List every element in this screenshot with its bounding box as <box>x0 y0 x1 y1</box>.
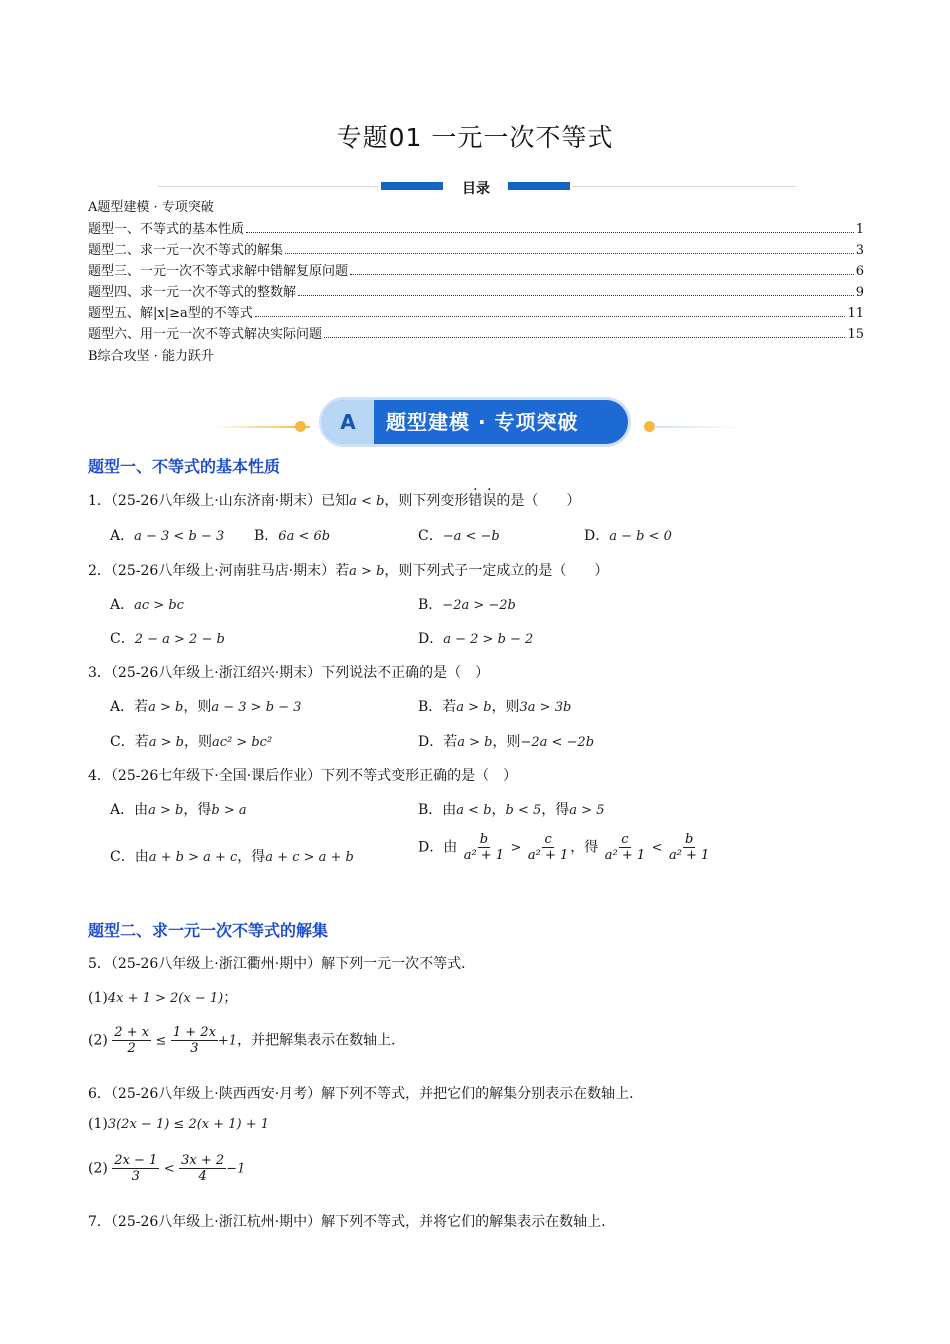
math-expr: ac² > bc² <box>211 735 273 750</box>
math-expr: a − 3 > b − 3 <box>211 700 302 715</box>
denominator: 3 <box>131 1169 140 1184</box>
option-d[interactable] <box>584 525 672 545</box>
denominator: 3 <box>190 1041 199 1056</box>
denominator: 2 <box>127 1041 136 1056</box>
math-operator: < <box>163 1161 175 1177</box>
toc-item[interactable] <box>88 323 864 341</box>
option-text: ， <box>491 802 506 818</box>
math-operator: > <box>510 840 522 856</box>
toc-item-label: 题型五、解|x|≥a型的不等式 <box>88 306 253 321</box>
numerator: 2 + x <box>114 1025 150 1040</box>
math-expr: 3a > 3b <box>519 700 572 715</box>
math-expr: a > b <box>148 700 184 715</box>
math-expr: a > b <box>457 735 493 750</box>
fraction <box>112 1025 151 1056</box>
option-text: ，得 <box>183 802 212 818</box>
toc-item-page: 3 <box>855 243 864 258</box>
section-heading: 题型一、不等式的基本性质 <box>88 457 281 476</box>
fraction <box>171 1025 218 1056</box>
math-expr: b > a <box>211 803 247 818</box>
toc-item[interactable] <box>88 302 864 320</box>
math-expr: +1 <box>217 1033 238 1049</box>
toc-item-label: 题型四、求一元一次不等式的整数解 <box>88 285 297 300</box>
toc-part-b[interactable]: B综合攻坚 · 能力跃升 <box>88 349 214 364</box>
option-d[interactable] <box>418 832 711 863</box>
toc-bar-right <box>508 182 570 190</box>
stem-text: 2．（25-26八年级上·河南驻马店·期末）若 <box>88 563 350 579</box>
math-expr: ac > bc <box>134 598 184 613</box>
option-text: ，得 <box>570 839 599 856</box>
question-6-part-2 <box>88 1153 245 1184</box>
option-label: C． <box>418 528 443 544</box>
numerator: b <box>684 832 694 847</box>
question-6-part-1 <box>88 1116 269 1132</box>
numerator: 2x − 1 <box>114 1153 158 1168</box>
option-label: D． <box>418 631 444 647</box>
question-7-stem: 7．（25-26八年级上·浙江杭州·期中）解下列不等式，并将它们的解集表示在数轴上． <box>88 1214 616 1230</box>
question-3-stem: 3．（25-26八年级上·浙江绍兴·期末）下列说法不正确的是（ ） <box>88 665 490 681</box>
math-expr: a + b > a + c <box>148 850 238 865</box>
question-5-part-1 <box>88 987 237 1007</box>
banner-line-right <box>654 426 744 428</box>
option-a[interactable] <box>110 799 247 819</box>
option-c[interactable] <box>110 628 225 648</box>
option-label: B．由 <box>418 802 457 818</box>
option-d[interactable] <box>418 628 533 648</box>
math-operator: ≤ <box>155 1033 167 1049</box>
part-text: ； <box>223 990 238 1006</box>
math-expr: −2a > −2b <box>442 598 516 613</box>
math-expr: 3(2x − 1) ≤ 2(x + 1) + 1 <box>107 1117 270 1132</box>
math-expr: a − b < 0 <box>609 529 672 544</box>
math-expr: 6a < 6b <box>278 529 331 544</box>
math-expr: 4x + 1 > 2(x − 1) <box>107 991 224 1006</box>
math-expr: a > b <box>148 803 184 818</box>
option-label: D． <box>584 528 610 544</box>
math-expr: −a < −b <box>442 529 500 544</box>
numerator: b <box>479 832 489 847</box>
toc-leader <box>324 336 845 338</box>
toc-item[interactable] <box>88 218 864 236</box>
option-a[interactable] <box>110 594 184 614</box>
emphasis-char: 错 <box>468 493 483 509</box>
stem-text: 1．（25-26八年级上·山东济南·期末）已知 <box>88 493 350 509</box>
option-label: B． <box>418 597 443 613</box>
toc-item-label: 题型二、求一元一次不等式的解集 <box>88 243 284 258</box>
math-expr: −2a < −2b <box>520 735 595 750</box>
denominator: a² + 1 <box>604 848 646 863</box>
question-1-stem <box>88 490 580 510</box>
option-label: B． <box>254 528 279 544</box>
option-text: ，则 <box>491 699 520 715</box>
stem-text: 的是（ ） <box>496 493 581 509</box>
option-text: ，则 <box>183 699 212 715</box>
option-c[interactable] <box>110 731 272 751</box>
section-banner <box>322 400 628 444</box>
math-expr: a > 5 <box>569 803 605 818</box>
part-label: (1) <box>88 990 108 1006</box>
option-label: D．若 <box>418 734 458 750</box>
option-text: ，得 <box>541 802 570 818</box>
option-text: ，则 <box>183 734 212 750</box>
option-label: C．由 <box>110 849 149 865</box>
math-expr: a < b <box>456 803 492 818</box>
banner-letter: A <box>322 400 374 444</box>
toc-leader <box>255 315 846 317</box>
toc-heading: 目录 <box>462 181 490 197</box>
option-b[interactable] <box>254 525 330 545</box>
math-expr: a > b <box>349 564 385 579</box>
toc-leader <box>350 273 854 275</box>
toc-item-label: 题型一、不等式的基本性质 <box>88 222 245 237</box>
toc-item[interactable] <box>88 239 864 257</box>
numerator: 3x + 2 <box>181 1153 225 1168</box>
question-5-stem: 5．（25-26八年级上·浙江衢州·期中）解下列一元一次不等式． <box>88 956 476 972</box>
option-label: A． <box>110 528 135 544</box>
question-6-stem: 6．（25-26八年级上·陕西西安·月考）解下列不等式，并把它们的解集分别表示在数轴上． <box>88 1086 644 1102</box>
option-label: A． <box>110 597 135 613</box>
toc-leader <box>246 231 854 233</box>
toc-divider-right <box>572 186 796 187</box>
math-expr: a − 2 > b − 2 <box>443 632 534 647</box>
fraction <box>179 1153 226 1184</box>
math-expr: a + c > a + b <box>265 850 354 865</box>
option-label: C． <box>110 631 135 647</box>
fraction <box>112 1153 159 1184</box>
option-label: A．若 <box>110 699 149 715</box>
numerator: c <box>544 832 552 847</box>
part-label: (1) <box>88 1116 108 1132</box>
option-d[interactable] <box>418 731 594 751</box>
denominator: a² + 1 <box>463 848 505 863</box>
toc-item-label: 题型六、用一元一次不等式解决实际问题 <box>88 327 323 342</box>
emphasis-char: 误 <box>482 493 497 509</box>
math-expr: a > b <box>456 700 492 715</box>
option-a[interactable] <box>110 696 301 716</box>
math-expr: −1 <box>226 1161 246 1177</box>
toc-item-page: 6 <box>855 264 864 279</box>
banner-text: 题型建模 · 专项突破 <box>386 410 579 434</box>
toc-item[interactable] <box>88 281 864 299</box>
option-text: ，则 <box>492 734 521 750</box>
toc-item-page: 15 <box>847 327 864 342</box>
toc-leader <box>285 252 854 254</box>
toc-part-a[interactable]: A题型建模 · 专项突破 <box>88 200 214 215</box>
option-c[interactable] <box>110 846 354 866</box>
part-text: ，并把解集表示在数轴上． <box>237 1032 406 1049</box>
page-title: 专题01 一元一次不等式 <box>336 123 614 152</box>
toc-item-page: 9 <box>855 285 864 300</box>
math-expr: a − 3 < b − 3 <box>134 529 225 544</box>
stem-text: ，则下列式子一定成立的是（ ） <box>384 563 609 579</box>
option-label: B．若 <box>418 699 457 715</box>
toc-item-page: 1 <box>855 222 864 237</box>
toc-item-page: 11 <box>847 306 864 321</box>
math-expr: b < 5 <box>505 803 542 818</box>
toc-item[interactable] <box>88 260 864 278</box>
option-label: D．由 <box>418 839 458 856</box>
denominator: a² + 1 <box>527 848 569 863</box>
math-expr: 2 − a > 2 − b <box>134 632 225 647</box>
toc-bar-left <box>381 182 443 190</box>
math-operator: < <box>651 840 663 856</box>
option-c[interactable] <box>418 525 500 545</box>
option-b[interactable] <box>418 799 604 819</box>
part-label: (2) <box>88 1032 108 1049</box>
denominator: a² + 1 <box>668 848 710 863</box>
option-text: ，得 <box>237 849 266 865</box>
numerator: c <box>621 832 629 847</box>
toc-leader <box>298 294 854 296</box>
fraction <box>462 832 506 863</box>
question-2-stem <box>88 560 608 580</box>
option-b[interactable] <box>418 594 516 614</box>
math-expr: a < b <box>349 494 385 509</box>
stem-text: ，则下列变形 <box>384 493 469 509</box>
numerator: 1 + 2x <box>172 1025 216 1040</box>
banner-dot-left <box>295 421 306 432</box>
section-heading: 题型二、求一元一次不等式的解集 <box>88 921 329 940</box>
question-5-part-2 <box>88 1025 405 1056</box>
fraction <box>603 832 647 863</box>
fraction <box>667 832 711 863</box>
option-label: A．由 <box>110 802 149 818</box>
toc-divider-left <box>158 186 378 187</box>
option-b[interactable] <box>418 696 571 716</box>
question-4-stem: 4．（25-26七年级下·全国·课后作业）下列不等式变形正确的是（ ） <box>88 768 518 784</box>
fraction <box>526 832 570 863</box>
denominator: 4 <box>198 1169 207 1184</box>
math-expr: a > b <box>148 735 184 750</box>
toc-item-label: 题型三、一元一次不等式求解中错解复原问题 <box>88 264 349 279</box>
part-label: (2) <box>88 1160 108 1177</box>
option-label: C．若 <box>110 734 149 750</box>
option-a[interactable] <box>110 525 224 545</box>
